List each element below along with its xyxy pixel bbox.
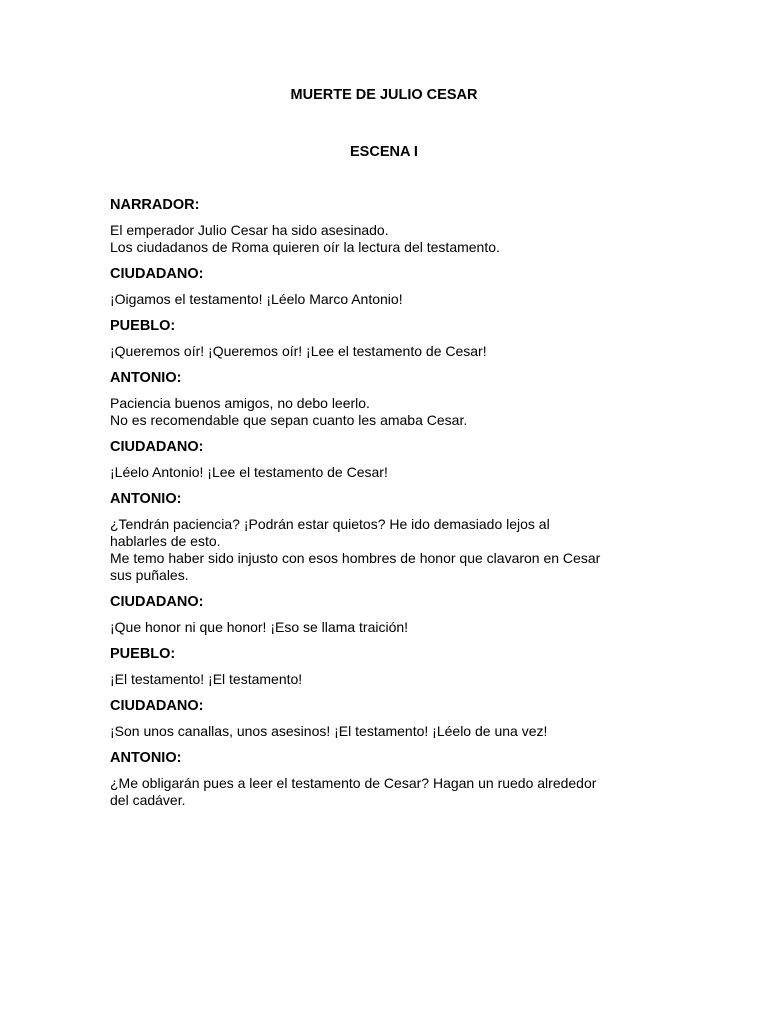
speech-text — [110, 723, 670, 740]
speaker-name: NARRADOR: — [110, 197, 200, 213]
dialogue-block-antonio — [110, 369, 670, 429]
document-title: MUERTE DE JULIO CESAR — [290, 87, 478, 103]
speech-text — [110, 222, 670, 256]
speaker-name: CIUDADANO: — [110, 266, 204, 282]
speaker-name: CIUDADANO: — [110, 698, 204, 714]
speech-line: ¡Léelo Antonio! ¡Lee el testamento de Cesar! — [110, 464, 388, 480]
dialogue-block-narrador — [110, 196, 670, 256]
speech-line: ¡Oigamos el testamento! ¡Léelo Marco Antonio! — [110, 291, 403, 307]
dialogue-block-ciudadano — [110, 438, 670, 481]
speech-text — [110, 395, 670, 429]
dialogue-block-antonio — [110, 749, 670, 809]
dialogue-block-ciudadano — [110, 697, 670, 740]
speech-line: No es recomendable que sepan cuanto les amaba Cesar. — [110, 412, 468, 428]
speech-text — [110, 343, 670, 360]
speaker-name: ANTONIO: — [110, 370, 182, 386]
speech-line: El emperador Julio Cesar ha sido asesinado. — [110, 222, 389, 238]
speaker-name: CIUDADANO: — [110, 439, 204, 455]
speech-line: Los ciudadanos de Roma quieren oír la lectura del testamento. — [110, 239, 500, 255]
speech-text — [110, 464, 670, 481]
speech-text — [110, 671, 670, 688]
scene-title: ESCENA I — [350, 144, 418, 160]
speech-line: ¡Queremos oír! ¡Queremos oír! ¡Lee el testamento de Cesar! — [110, 343, 487, 359]
dialogue-block-ciudadano — [110, 265, 670, 308]
speech-text — [110, 619, 670, 636]
dialogue-block-antonio — [110, 490, 670, 584]
speaker-name: PUEBLO: — [110, 646, 176, 662]
dialogue-list — [110, 196, 670, 818]
speech-line: sus puñales. — [110, 567, 189, 583]
speech-line: del cadáver. — [110, 792, 186, 808]
speech-text — [110, 516, 670, 584]
speech-line: ¡Que honor ni que honor! ¡Eso se llama traición! — [110, 619, 409, 635]
speaker-name: ANTONIO: — [110, 491, 182, 507]
speech-line: hablarles de esto. — [110, 533, 221, 549]
speech-line: Me temo haber sido injusto con esos hombres de honor que clavaron en Cesar — [110, 550, 601, 566]
speech-text — [110, 775, 670, 809]
speech-line: ¡El testamento! ¡El testamento! — [110, 671, 303, 687]
speech-line: ¿Me obligarán pues a leer el testamento de Cesar? Hagan un ruedo alrededor — [110, 775, 597, 791]
speaker-name: ANTONIO: — [110, 750, 182, 766]
speech-line: ¿Tendrán paciencia? ¡Podrán estar quietos? He ido demasiado lejos al — [110, 516, 550, 532]
dialogue-block-ciudadano — [110, 593, 670, 636]
dialogue-block-pueblo — [110, 645, 670, 688]
speech-line: ¡Son unos canallas, unos asesinos! ¡El testamento! ¡Léelo de una vez! — [110, 723, 548, 739]
speech-text — [110, 291, 670, 308]
speech-line: Paciencia buenos amigos, no debo leerlo. — [110, 395, 370, 411]
speaker-name: PUEBLO: — [110, 318, 176, 334]
speaker-name: CIUDADANO: — [110, 594, 204, 610]
dialogue-block-pueblo — [110, 317, 670, 360]
